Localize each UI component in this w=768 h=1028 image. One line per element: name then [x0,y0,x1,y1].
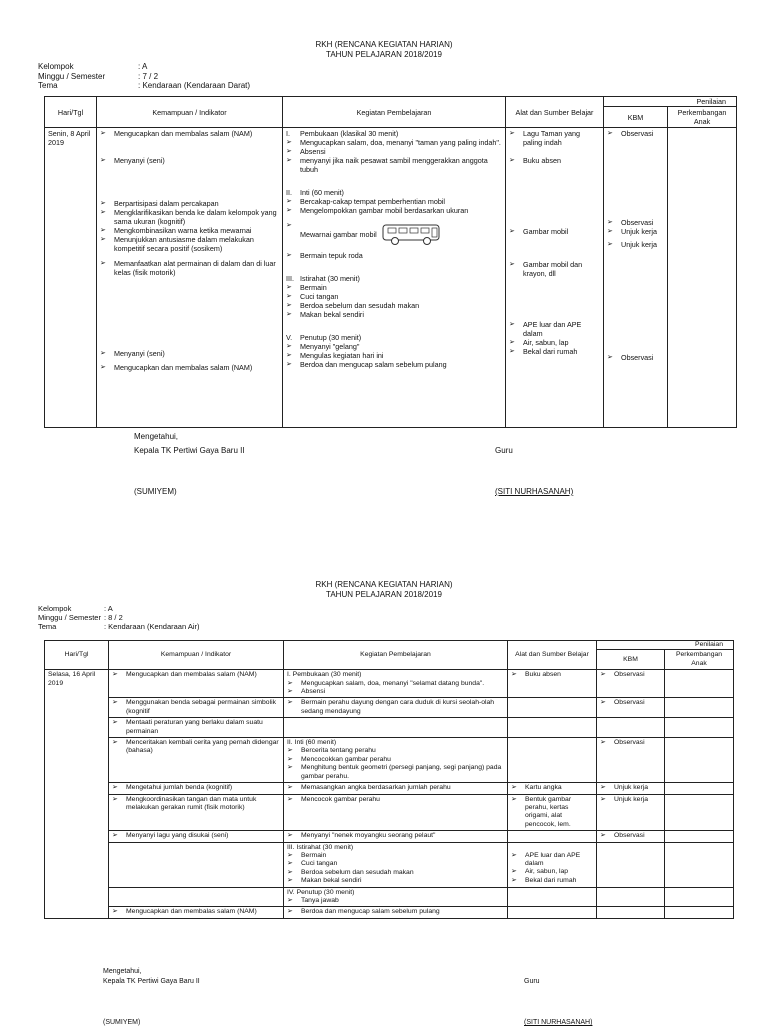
header-kbm: KBM [604,107,668,128]
guru-name: (SITI NURHASANAH) [524,1019,593,1026]
list-item: ➢ Cuci tangan [286,292,502,301]
list-item: ➢ Buku absen [509,156,600,165]
hari-cell: Senin, 8 April 2019 [45,128,97,428]
list-item: ➢ Observasi [607,218,664,227]
table-row: ➢ Menyanyi lagu yang disukai (seni) ➢ Menyanyi "nenek moyangku seorang pelaut" ➢ Observasi [45,831,734,842]
list-item: ➢ Bermain [286,283,502,292]
section-title: Penutup (30 menit) [300,333,362,342]
guru-label: Guru [524,978,540,985]
header-hari: Hari/Tgl [45,97,97,128]
list-item: ➢ Mewarnai gambar mobil [286,221,502,249]
list-item: ➢ APE luar dan APE dalam [509,320,600,338]
kepala-label: Kepala TK Pertiwi Gaya Baru II [103,978,200,985]
doc-meta: Kelompok : A Minggu / Semester : 8 / 2 Tema : Kendaraan (Kendaraan Air) [38,604,200,631]
mengetahui-label: Mengetahui, [103,968,142,975]
list-item: ➢ Observasi [607,129,664,138]
table-row: ➢ Mengkoordinasikan tangan dan mata untuk melakukan gerakan rumit (fisik motorik) ➢ Mencocok gambar perahu ➢ Bentuk gambar perahu, kertas origami, alat pencocok, lem. ➢ Unjuk kerja [45,794,734,831]
list-item: ➢ Absensi [286,147,502,156]
kepala-label: Kepala TK Pertiwi Gaya Baru II [134,446,245,455]
alat-cell [506,128,604,428]
section-title: Pembukaan (klasikal 30 menit) [300,129,399,138]
table-row: ➢ Mengucapkan dan membalas salam (NAM) ➢ Berdoa dan mengucap salam sebelum pulang [45,907,734,918]
list-item: ➢ Berdoa sebelum dan sesudah makan [286,301,502,310]
list-item: ➢ Mengucapkan dan membalas salam (NAM) [100,129,279,138]
guru-label: Guru [495,446,513,455]
list-item: ➢ Mengelompokkan gambar mobil berdasarkan ukuran [286,206,502,215]
list-item: ➢ Berdoa dan mengucap salam sebelum pulang [286,360,502,369]
doc-year: TAHUN PELAJARAN 2018/2019 [326,50,442,59]
header-kemampuan: Kemampuan / Indikator [97,97,283,128]
table-row: ➢ Mengetahui jumlah benda (kognitif) ➢ Memasangkan angka berdasarkan jumlah perahu ➢ Kartu angka ➢ Unjuk kerja [45,783,734,794]
doc-year: TAHUN PELAJARAN 2018/2019 [326,590,442,599]
hari-cell: Selasa, 16 April 2019 [45,670,109,919]
list-item: ➢ Menyanyi "gelang" [286,342,502,351]
rkh-table [44,640,734,919]
header-kegiatan: Kegiatan Pembelajaran [283,97,506,128]
list-item: ➢ Unjuk kerja [607,227,664,236]
list-item: ➢ Mengucapkan salam, doa, menanyi "taman yang paling indah". [286,138,502,147]
header-kemampuan: Kemampuan / Indikator [109,641,284,670]
table-row: ➢ Menceritakan kembali cerita yang pernah didengar (bahasa) II. Inti (60 menit) ➢ Bercerita tentang perahu ➢ Mencocokkan gambar perahu ➢ Menghitung bentuk geometri (persegi panjang, segi panjang) pada gambar perahu. ➢ Observasi [45,738,734,783]
list-item: ➢ Mengucapkan dan membalas salam (NAM) [100,363,279,372]
mengetahui-label: Mengetahui, [134,432,179,441]
kepala-name: (SUMIYEM) [134,487,177,496]
kbm-cell [604,128,668,428]
list-item: ➢ Bekal dari rumah [509,347,600,356]
table-row: ➢ Mentaati peraturan yang berlaku dalam suatu permainan [45,718,734,738]
section-title: Istirahat (30 menit) [300,274,360,283]
doc-meta: Kelompok : A Minggu / Semester : 7 / 2 Tema : Kendaraan (Kendaraan Darat) [38,62,251,90]
list-item: ➢ menyanyi jika naik pesawat sambil menggerakkan anggota tubuh [286,156,502,174]
rkh-table [44,96,737,428]
list-item: ➢ Observasi [607,353,664,362]
doc-title: RKH (RENCANA KEGIATAN HARIAN) [315,580,453,589]
table-row: IV. Penutup (30 menit) ➢ Tanya jawab [45,887,734,907]
doc-title: RKH (RENCANA KEGIATAN HARIAN) [315,40,453,49]
list-item: ➢ Unjuk kerja [607,240,664,249]
guru-name: (SITI NURHASANAH) [495,487,574,496]
header-perkembangan: Perkembangan Anak [665,650,734,670]
perkembangan-cell [668,128,737,428]
header-kbm: KBM [597,650,665,670]
list-item: ➢ Menyanyi (seni) [100,349,279,358]
table-row: ➢ Menggunakan benda sebagai permainan simbolik (kognitif ➢ Bermain perahu dayung dengan cara duduk di kursi seolah-olah sedang mendayung ➢ Observasi [45,698,734,718]
header-hari: Hari/Tgl [45,641,109,670]
list-item: ➢ Memanfaatkan alat permainan di dalam dan di luar kelas (fisik motorik) [100,259,279,277]
kegiatan-cell: I. Pembukaan (klasikal 30 menit) ➢ Mengucapkan salam, doa, menanyi "taman yang paling indah". ➢ Absensi ➢ menyanyi jika naik pesawat sambil menggerakkan anggota tubuh II. Inti (60 menit) ➢ Bercakap-cakap tempat pemberhentian mobil ➢ Mengelompokkan gambar mobil berdasarkan ukuran ➢ Mewarnai gambar mobil ➢ Bermain tepuk roda III. Istirahat (30 menit) ➢ Bermain ➢ Cuci tangan ➢ Berdoa sebelum dan sesudah makan ➢ Makan bekal sendiri V. Penutup (30 menit) ➢ Menyanyi "gelang" ➢ Mengulas kegiatan hari ini ➢ Berdoa dan mengucap salam sebelum pulang [283,128,506,428]
header-alat: Alat dan Sumber Belajar [506,97,604,128]
table-row: Selasa, 16 April 2019 ➢ Mengucapkan dan membalas salam (NAM) I. Pembukaan (30 menit) ➢ Mengucapkan salam, doa, menanyi "selamat datang bunda". ➢ Absensi ➢ Buku absen ➢ Observasi [45,670,734,698]
header-alat: Alat dan Sumber Belajar [508,641,597,670]
header-penilaian: Penilaian [604,97,737,107]
list-item: ➢ Menunjukkan antusiasme dalam melakukan kompetitif secara positif (sosikem) [100,235,279,253]
header-perkembangan: Perkembangan Anak [668,107,737,128]
list-item: ➢ Bercakap-cakap tempat pemberhentian mobil [286,197,502,206]
list-item: ➢ Mengulas kegiatan hari ini [286,351,502,360]
list-item: ➢ Mengklarifikasikan benda ke dalam kelompok yang sama ukuran (kognitif) [100,208,279,226]
list-item: ➢ Berpartisipasi dalam percakapan [100,199,279,208]
list-item: ➢ Air, sabun, lap [509,338,600,347]
list-item: ➢ Makan bekal sendiri [286,310,502,319]
list-item: ➢ Bermain tepuk roda [286,251,502,260]
header-penilaian: Penilaian [597,641,734,650]
bus-illustration [381,221,443,249]
list-item: ➢ Gambar mobil dan krayon, dll [509,260,600,278]
list-item: ➢ Mengkombinasikan warna ketika mewarnai [100,226,279,235]
list-item: ➢ Menyanyi (seni) [100,156,279,165]
kemampuan-cell [97,128,283,428]
section-title: Inti (60 menit) [300,188,344,197]
list-item: ➢ Lagu Taman yang paling indah [509,129,600,147]
header-kegiatan: Kegiatan Pembelajaran [284,641,508,670]
table-row: III. Istirahat (30 menit) ➢ Bermain ➢ Cuci tangan ➢ Berdoa sebelum dan sesudah makan ➢ Makan bekal sendiri ➢ APE luar dan APE dalam ➢ Air, sabun, lap ➢ Bekal dari rumah [45,842,734,887]
kepala-name: (SUMIYEM) [103,1019,141,1026]
list-item: ➢ Gambar mobil [509,227,600,236]
